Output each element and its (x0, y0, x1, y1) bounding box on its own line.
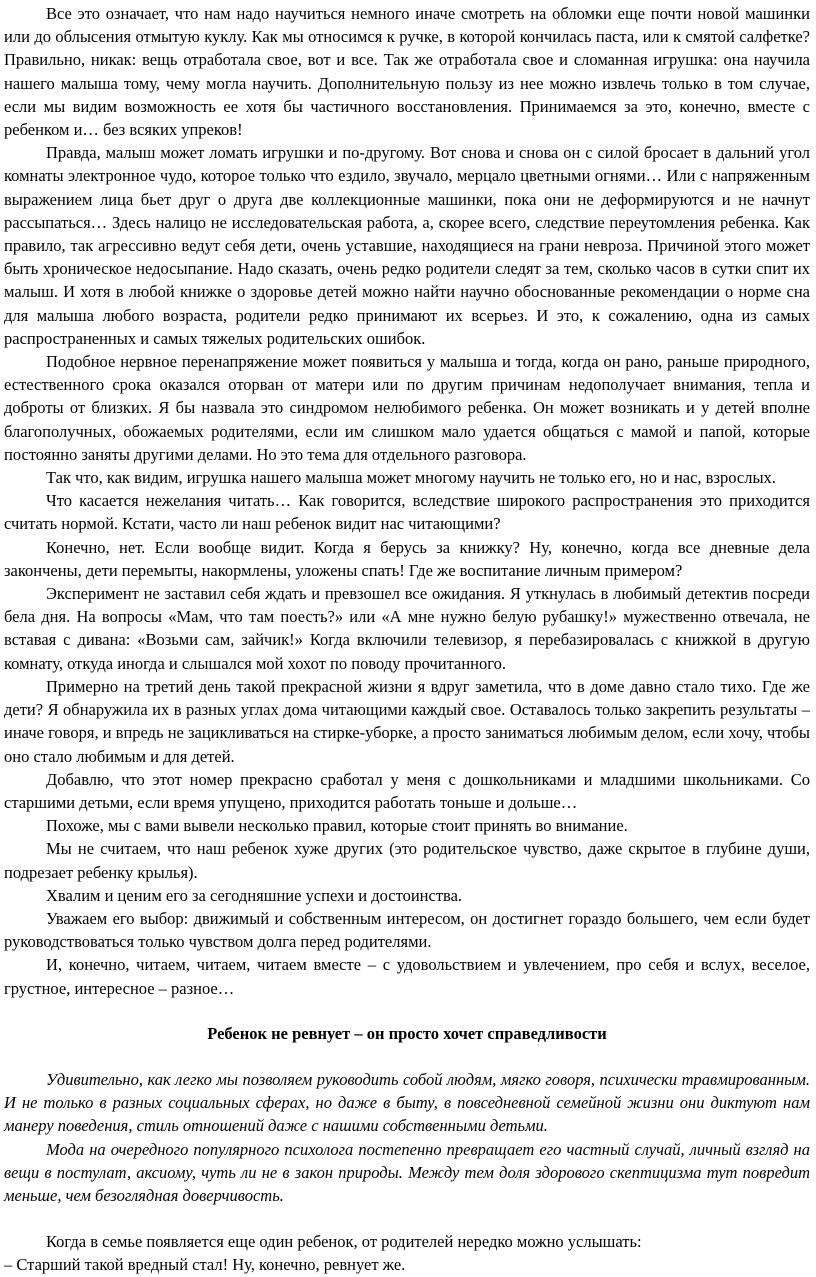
paragraph-toy-teaches: Так что, как видим, игрушка нашего малыша может многому научить не только его, но и нас, взрослых. (46, 468, 776, 488)
paragraph-experiment: Эксперимент не заставил себя ждать и превзошел все ожидания. Я уткнулась в любимый детектив посреди бела дня. На вопросы «Мам, что там поесть?» или «А мне нужно белую рубашку!» мужественно отвечала, не вставая с дивана: «Возьми сам, зайчик!» Когда включили телевизор, я перебазировалась с книжкой в другую комнату, откуда иногда и слышался мой хохот по поводу прочитанного. (4, 584, 810, 673)
paragraph-dialogue-line: – Старший такой вредный стал! Ну, конечно, ревнует же. (4, 1255, 406, 1275)
paragraph-reading-reluctance: Что касается нежелания читать… Как говорится, вследствие широкого распространения это приходится считать нормой. Кстати, часто ли наш ребенок видит нас читающими? (4, 491, 810, 534)
paragraph-rule-read-together: И, конечно, читаем, читаем, читаем вместе – с удовольствием и увлечением, про себя и вслух, веселое, грустное, интересное – разное… (4, 955, 810, 998)
italic-paragraph-manipulation: Удивительно, как легко мы позволяем руководить собой людям, мягко говоря, психически травмированным. И не только в разных социальных сферах, но даже в быту, в повседневной семейной жизни они диктуют нам манеру поведения, стиль отношений даже с нашими собственными детьми. (4, 1069, 810, 1136)
paragraph-rule-not-worse: Мы не считаем, что наш ребенок хуже других (это родительское чувство, даже скрытое в глубине души, подрезает ребенку крылья). (4, 839, 810, 882)
paragraph-rule-praise: Хвалим и ценим его за сегодняшние успехи и достоинства. (46, 885, 463, 905)
paragraph-rule-respect-choice: Уважаем его выбор: движимый и собственным интересом, он достигнет гораздо большего, чем если будет руководствоваться только чувством долга перед родителями. (4, 908, 810, 952)
paragraph-of-course-not: Конечно, нет. Если вообще видит. Когда я берусь за книжку? Ну, конечно, когда все дневные дела закончены, дети перемыты, накормлены, уложены спать! Где же воспитание личным примером? (4, 537, 810, 580)
paragraph-older-children: Добавлю, что этот номер прекрасно сработал у меня с дошкольниками и младшими школьниками. Со старшими детьми, если время упущено, приходится работать тоньше и дольше… (4, 769, 810, 812)
paragraph-nervous-strain: Подобное нервное перенапряжение может появиться у малыша и тогда, когда он рано, раньше природного, естественного срока оказался оторван от матери или по другим причинам недополучает внимания, тепла и доброты от близких. Я бы назвала это синдромом нелюбимого ребенка. Он может возникать и у детей вполне благополучных, обожаемых родителями, если им слишком мало удается общаться с мамой и папой, которые постоянно заняты другими делами. Но это тема для отдельного разговора. (4, 352, 810, 464)
section-heading: Ребенок не ревнует – он просто хочет справедливости (207, 1023, 607, 1043)
paragraph-aggressive-play: Правда, малыш может ломать игрушки и по-другому. Вот снова и снова он с силой бросает в дальний угол комнаты электронное чудо, которое только что ездило, звучало, мерцало цветными огнями… Или с напряженным выражением лица бьет друг о друга две коллекционные машинки, пока они не деформируются и не начнут рассыпаться… Здесь налицо не исследовательская работа, а, скорее всего, следствие переутомления ребенка. Как правило, так агрессивно ведут себя дети, очень уставшие, находящиеся на грани невроза. Причиной этого может быть хроническое недосыпание. Надо сказать, очень редко родители следят за тем, сколько часов в сутки спит их малыш. И хотя в любой книжке о здоровье детей можно найти научно обоснованные рекомендации о норме сна для малыша любого возраста, родители редко принимают их всерьез. И это, к сожалению, одна из самых распространенных и самых тяжелых родительских ошибок. (4, 143, 810, 348)
paragraph-rules-intro: Похоже, мы с вами вывели несколько правил, которые стоит принять во внимание. (46, 816, 628, 836)
italic-paragraph-psychologist-fashion: Мода на очередного популярного психолога постепенно превращает его частный случай, личный взгляд на вещи в постулат, аксиому, чуть ли не в закон природы. Между тем доля здорового скептицизма тут повредит меньше, чем безоглядная доверчивость. (4, 1139, 810, 1205)
paragraph-broken-toys: Все это означает, что нам надо научиться немного иначе смотреть на обломки еще почти новой машинки или до облысения отмытую куклу. Как мы относимся к ручке, в которой кончилась паста, или к смятой салфетке? Правильно, никак: вещь отработала свое, вот и все. Так же отработала свое и сломанная игрушка: она научила нашего малыша тому, чему могла научить. Дополнительную пользу из нее можно извлечь только в том случае, если мы видим возможность ее хотя бы частичного восстановления. Принимаемся за это, конечно, вместе с ребенком и… без всяких упреков! (4, 4, 810, 140)
paragraph-third-day: Примерно на третий день такой прекрасной жизни я вдруг заметила, что в доме давно стало тихо. Где же дети? Я обнаружила их в разных углах дома читающими каждый свое. Оставалось только закрепить результаты – иначе говоря, и впредь не зацикливаться на стирке-уборке, а просто заниматься любимым делом, если хочу, чтобы оно стало любимым и для детей. (4, 676, 810, 766)
paragraph-new-child: Когда в семье появляется еще один ребенок, от родителей нередко можно услышать: (46, 1232, 642, 1252)
